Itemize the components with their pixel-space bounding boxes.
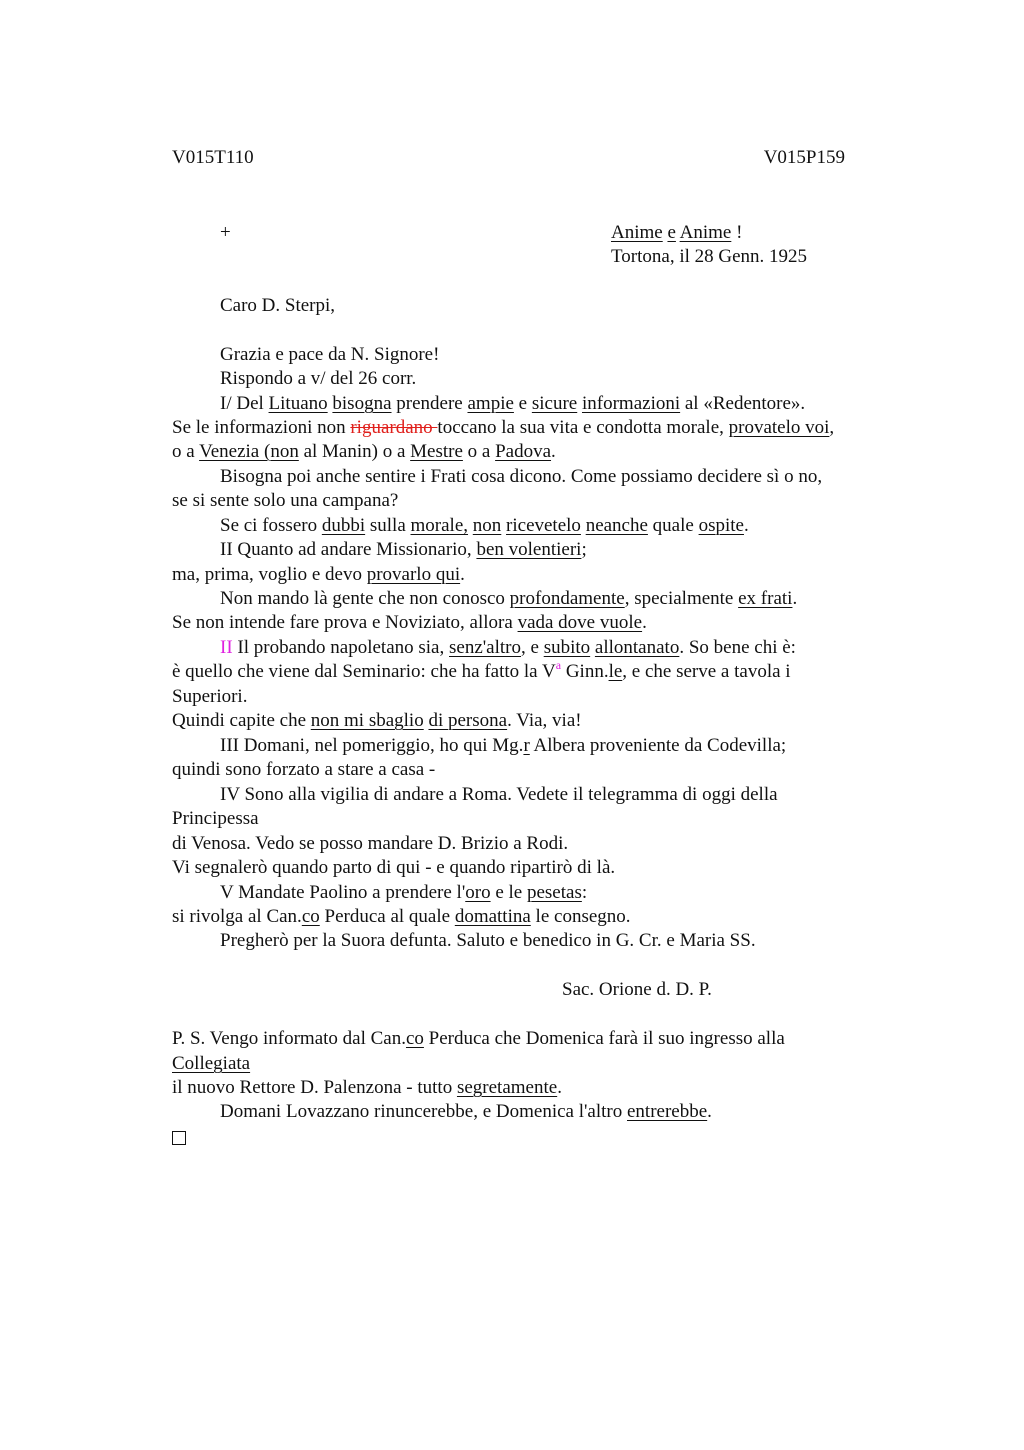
- greeting-line: Grazia e pace da N. Signore!: [220, 344, 440, 365]
- motto: Anime e Anime !: [611, 222, 743, 243]
- text-line: quindi sono forzato a stare a casa -: [172, 759, 436, 780]
- signature: Sac. Orione d. D. P.: [562, 979, 712, 1000]
- text-line: III Domani, nel pomeriggio, ho qui Mg.r Albera proveniente da Codevilla;: [220, 735, 787, 756]
- salutation: Caro D. Sterpi,: [220, 295, 336, 316]
- text-line: Principessa: [172, 808, 259, 829]
- postscript-line: il nuovo Rettore D. Palenzona - tutto segretamente.: [172, 1077, 562, 1098]
- text-line: si rivolga al Can.co Perduca al quale domattina le consegno.: [172, 906, 631, 927]
- text-line: II Il probando napoletano sia, senz'altro, e subito allontanato. So bene chi è:: [220, 637, 796, 658]
- cross-symbol: +: [220, 222, 231, 243]
- postscript-line: P. S. Vengo informato dal Can.co Perduca che Domenica farà il suo ingresso alla: [172, 1028, 785, 1049]
- text-line: V Mandate Paolino a prendere l'oro e le pesetas:: [220, 882, 588, 903]
- deleted-word: riguardano: [350, 417, 438, 438]
- reply-line: Rispondo a v/ del 26 corr.: [220, 368, 417, 389]
- text-line: Se ci fossero dubbi sulla morale, non ricevetelo neanche quale ospite.: [220, 515, 749, 536]
- postscript-line: Domani Lovazzano rinuncerebbe, e Domenica l'altro entrerebbe.: [220, 1101, 712, 1122]
- text-line: o a Venezia (non al Manin) o a Mestre o a Padova.: [172, 441, 556, 462]
- doc-code-left: V015T110: [172, 147, 254, 168]
- text-line: è quello che viene dal Seminario: che ha fatto la $V^a$ Ginn.le, e che serve a tavola i: [172, 658, 791, 682]
- text-line: Pregherò per la Suora defunta. Saluto e benedico in G. Cr. e Maria SS.: [220, 930, 756, 951]
- text-line: Non mando là gente che non conosco profondamente, specialmente ex frati.: [220, 588, 798, 609]
- text-line: Se non intende fare prova e Noviziato, allora vada dove vuole.: [172, 612, 647, 633]
- end-square-icon: [172, 1125, 186, 1152]
- text-line: Quindi capite che non mi sbaglio di persona. Via, via!: [172, 710, 582, 731]
- text-line: II Quanto ad andare Missionario, ben volentieri;: [220, 539, 587, 560]
- text-line: Superiori.: [172, 686, 248, 707]
- postscript-line: Collegiata: [172, 1053, 251, 1074]
- text-line: Vi segnalerò quando parto di qui - e quando ripartirò di là.: [172, 857, 616, 878]
- text-line: Bisogna poi anche sentire i Frati cosa dicono. Come possiamo decidere sì o no,: [220, 466, 823, 487]
- text-line: di Venosa. Vedo se posso mandare D. Brizio a Rodi.: [172, 833, 569, 854]
- text-line: IV Sono alla vigilia di andare a Roma. Vedete il telegramma di oggi della: [220, 784, 778, 805]
- text-line: se si sente solo una campana?: [172, 490, 399, 511]
- superscript: a: [555, 658, 562, 672]
- text-line: ma, prima, voglio e devo provarlo qui.: [172, 564, 465, 585]
- doc-code-right: V015P159: [763, 147, 845, 168]
- section-number: II: [220, 637, 233, 658]
- text-line: Se le informazioni non riguardano toccano la sua vita e condotta morale, provatelo voi,: [172, 417, 835, 438]
- text-line: I/ Del Lituano bisogna prendere ampie e sicure informazioni al «Redentore».: [220, 393, 806, 414]
- place-date: Tortona, il 28 Genn. 1925: [611, 246, 808, 267]
